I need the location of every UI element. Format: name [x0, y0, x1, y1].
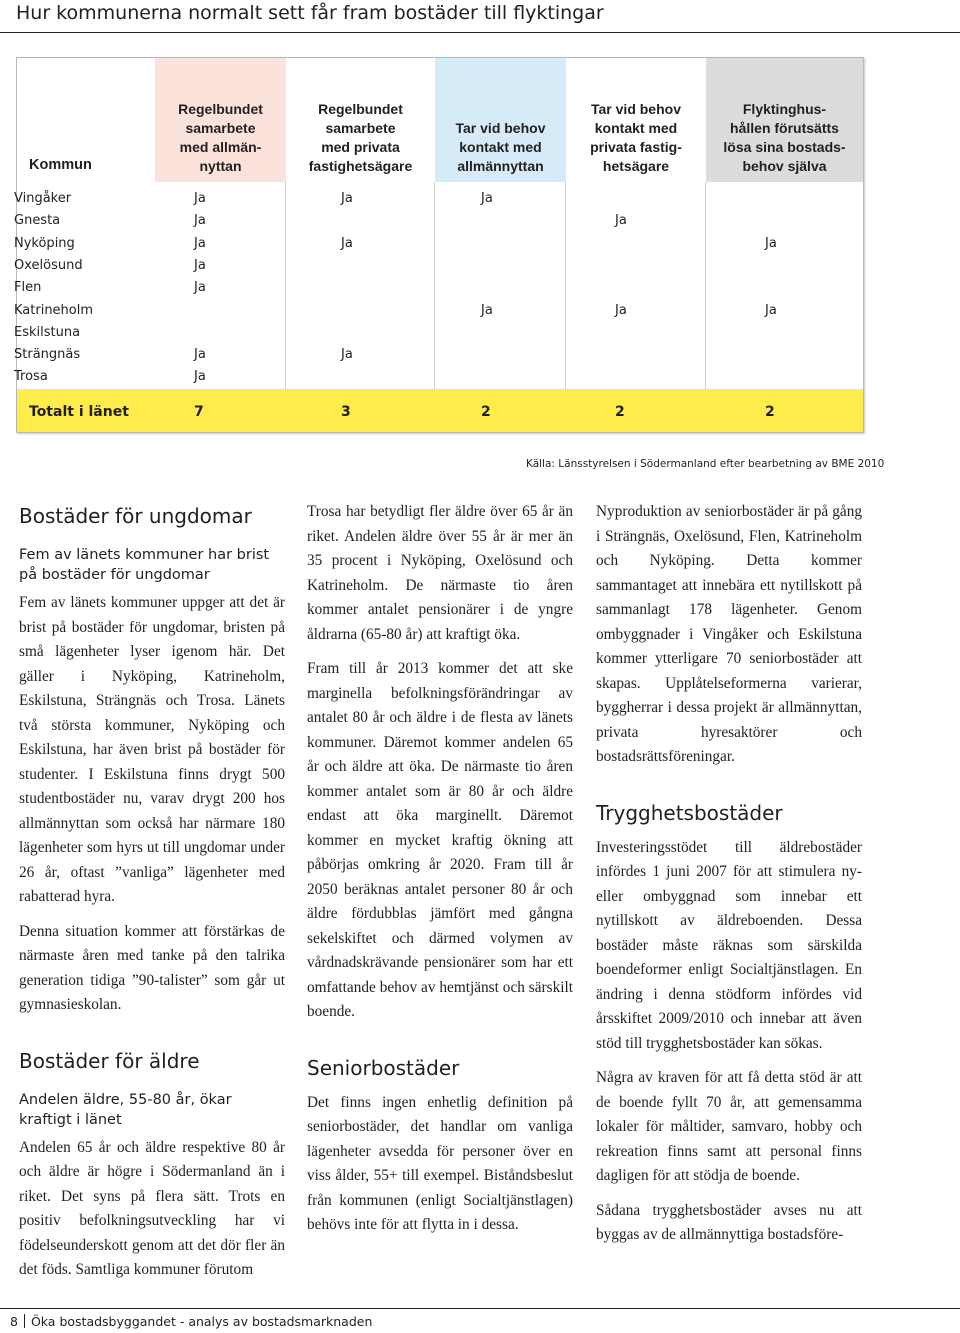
table-cell: Ja — [765, 235, 777, 251]
paragraph: Andelen 65 år och äldre respektive 80 år och äldre är högre i Södermanland än i riket. Det syns på flera sätt. Trots en positiv befolkningsutveckling har vi födelseunderskott genom att det dör fler än det föds. Samtliga kommuner förutom — [19, 1138, 285, 1278]
subheading-ungdomar: Fem av länets kommuner har brist på bostäder för ungdomar — [19, 547, 270, 583]
page-footer — [10, 1314, 372, 1329]
paragraph: Denna situation kommer att förstärkas de närmaste åren med tanke på den talrika generation tidiga ”90-talister” som går ut gymnasieskolan. — [19, 922, 285, 1013]
municipality-name: Oxelösund — [14, 257, 83, 273]
table-cell: Ja — [194, 235, 206, 251]
table-cell: Ja — [615, 213, 627, 229]
table-cell: Ja — [194, 191, 206, 206]
column-header-line: kontakt med — [594, 120, 678, 136]
heading-bostader-aldre: Bostäder för äldre — [19, 1048, 200, 1073]
total-row-background — [17, 389, 863, 432]
column-header — [155, 58, 286, 182]
column-header — [286, 58, 435, 182]
column-header — [566, 58, 706, 182]
column-header-line: allmännyttan — [457, 158, 544, 174]
heading-trygghetsbostader: Trygghetsbostäder — [596, 800, 783, 825]
column-header-line: kontakt med — [459, 139, 542, 155]
table-cell: Ja — [194, 280, 206, 296]
paragraph: Några av kraven för att få detta stöd är att de boende fyllt 70 år, att gemensamma lokaler för måltider, samvaro, hobby och rekreation finns samt att personal finns dagligen för att stödja de boende. — [596, 1069, 862, 1184]
table-cell: Ja — [765, 302, 777, 318]
column-divider — [286, 182, 435, 389]
heading-seniorbostader: Seniorbostäder — [307, 1055, 460, 1080]
paragraph: Fem av länets kommuner uppger att det är brist på bostäder för ungdomar, bristen på små lägenheter lyser igenom här. Det gäller i Nyköping, Katrineholm, Eskilstuna, Strängnäs och Trosa. Länets två största kommuner, Nyköping och Eskilstuna, har även brist på bostäder för studenter. I Eskilstuna finns drygt 500 studentbostäder nu, varav drygt 200 hos allmännyttan som också har närmare 180 lägenheter som hyrs ut till ungdomar under 26 år, oftast ”vanliga” lägenheter med rabatterad hyra. — [19, 594, 285, 905]
column-header-line: med privata — [321, 139, 400, 155]
total-value: 3 — [341, 404, 351, 420]
paragraph: Sådana trygghetsbostäder avses nu att byggas av de allmännyttiga bostadsföre- — [596, 1201, 862, 1243]
column-header — [706, 58, 863, 182]
municipality-name: Katrineholm — [14, 302, 94, 318]
table-cell: Ja — [341, 235, 353, 251]
page-title: Hur kommunerna normalt sett får fram bostäder till flyktingar — [16, 2, 604, 24]
refugee-housing-table — [16, 57, 864, 433]
page-number: 8 — [10, 1314, 18, 1329]
text-column-1 — [19, 500, 285, 1283]
column-header-line: hållen förutsätts — [730, 120, 839, 136]
column-header-line: samarbete — [185, 120, 256, 136]
total-value: 2 — [615, 404, 625, 420]
municipality-name: Trosa — [14, 369, 48, 385]
municipality-name: Nyköping — [14, 235, 75, 251]
column-header-line: Tar vid behov — [591, 101, 681, 117]
table-cell: Ja — [194, 347, 206, 363]
total-value: 2 — [765, 404, 775, 420]
total-value: 7 — [194, 404, 204, 420]
column-header-line: privata fastig- — [590, 139, 682, 155]
total-value: 2 — [481, 404, 491, 420]
column-header-line: samarbete — [325, 120, 396, 136]
municipality-name: Eskilstuna — [14, 324, 81, 340]
paragraph: Nyproduktion av seniorbostäder är på gång i Strängnäs, Oxelösund, Flen, Katrineholm och Nyköping. Detta kommer sammantaget att innebära ett nytillskott på sammanlagt 178 lägenheter. Genom ombyggnader i Vingåker och Eskilstuna kommer ytterligare 70 seniorbostäder att skapas. Upplåtelseformerna varierar, byggherrar i dessa projekt är allmännyttan, privata hyresaktörer och bostadsrättsföreningar. — [596, 503, 862, 765]
column-header-line: med allmän- — [179, 139, 262, 155]
column-header-line: Tar vid behov — [455, 120, 546, 136]
column-header-line: fastighetsägare — [308, 158, 413, 174]
municipality-name: Strängnäs — [14, 347, 81, 363]
table-cell: Ja — [481, 302, 493, 318]
table-cell: Ja — [481, 191, 493, 206]
footer-separator — [24, 1314, 25, 1328]
paragraph: Trosa har betydligt fler äldre över 65 år än riket. Andelen äldre över 55 år är mer än 35 procent i Nyköping, Oxelösund och Katrineholm. De närmaste tio åren kommer antalet pensionärer i de yngre åldrarna (65-80 år) att kraftigt öka. — [307, 503, 573, 643]
column-header — [435, 58, 566, 182]
column-divider — [155, 182, 286, 389]
page-header — [0, 0, 960, 33]
paragraph: Fram till år 2013 kommer det att ske marginella befolkningsförändringar av antalet 80 år och äldre i de flesta av länets kommuner. Däremot kommer andelen 65 år och äldre att öka. De närmaste tio åren kommer antalet som är 80 år och äldre endast att öka marginellt. Däremot kommer en mycket kraftig ökning att påbörjas omkring år 2020. Fram till år 2050 beräknas antalet personer 80 år och äldre fördubblas jämfört med gångna sekelskiftet och därmed volymen av vårdnadskrävande pensionärer som har ett omfattande behov av hemtjänst och särskilt boende. — [307, 660, 573, 1020]
column-divider — [435, 182, 566, 389]
table-cell: Ja — [615, 302, 627, 318]
table-cell: Ja — [194, 369, 206, 385]
total-label: Totalt i länet — [29, 404, 129, 420]
column-header-line: Regelbundet — [178, 101, 263, 117]
column-header-line: hetsägare — [602, 158, 670, 174]
table-cell: Ja — [194, 257, 206, 273]
table-source: Källa: Länsstyrelsen i Södermanland efter bearbetning av BME 2010 — [526, 458, 885, 470]
footer-rule — [0, 1308, 960, 1309]
heading-bostader-ungdomar: Bostäder för ungdomar — [19, 504, 252, 528]
column-divider — [566, 182, 706, 389]
paragraph: Det finns ingen enhetlig definition på seniorbostäder, det handlar om vanliga lägenheter avsedda för personer över en viss ålder, 55+ till exempel. Biståndsbeslut från kommunen (enligt Socialtjänstlagen) behövs inte för att flytta in i dessa. — [307, 1093, 573, 1233]
footer-text: Öka bostadsbyggandet - analys av bostadsmarknaden — [30, 1314, 373, 1329]
column-header-line: behov själva — [742, 158, 827, 174]
column-header-line: lösa sina bostads- — [723, 139, 846, 155]
column-header — [17, 58, 155, 182]
column-header-line: nyttan — [199, 158, 242, 174]
table-cell: Ja — [341, 347, 353, 363]
paragraph: Investeringsstödet till äldrebostäder infördes 1 juni 2007 för att stimulera ny- eller ombyggnad som innebar ett nytillskott av äldreboenden. Dessa bostäder måste räknas som särskilda boendeformer enligt Socialtjänstlagen. En ändring i denna stödform infördes vid årsskiftet 2009/2010 och innebar att även stöd till trygghetsbostäder kan sökas. — [596, 838, 862, 1052]
table-cell: Ja — [341, 191, 353, 206]
municipality-name: Vingåker — [14, 191, 72, 206]
text-column-2 — [307, 500, 573, 1238]
municipality-name: Gnesta — [14, 213, 61, 229]
column-header-line: Regelbundet — [318, 101, 403, 117]
text-column-3 — [596, 500, 862, 1248]
municipality-name: Flen — [14, 280, 42, 296]
column-header-line: Flyktinghus- — [742, 101, 827, 117]
subheading-aldre: Andelen äldre, 55-80 år, ökar kraftigt i länet — [19, 1091, 232, 1128]
table-cell: Ja — [194, 213, 206, 229]
column-header-line: Kommun — [29, 157, 92, 173]
